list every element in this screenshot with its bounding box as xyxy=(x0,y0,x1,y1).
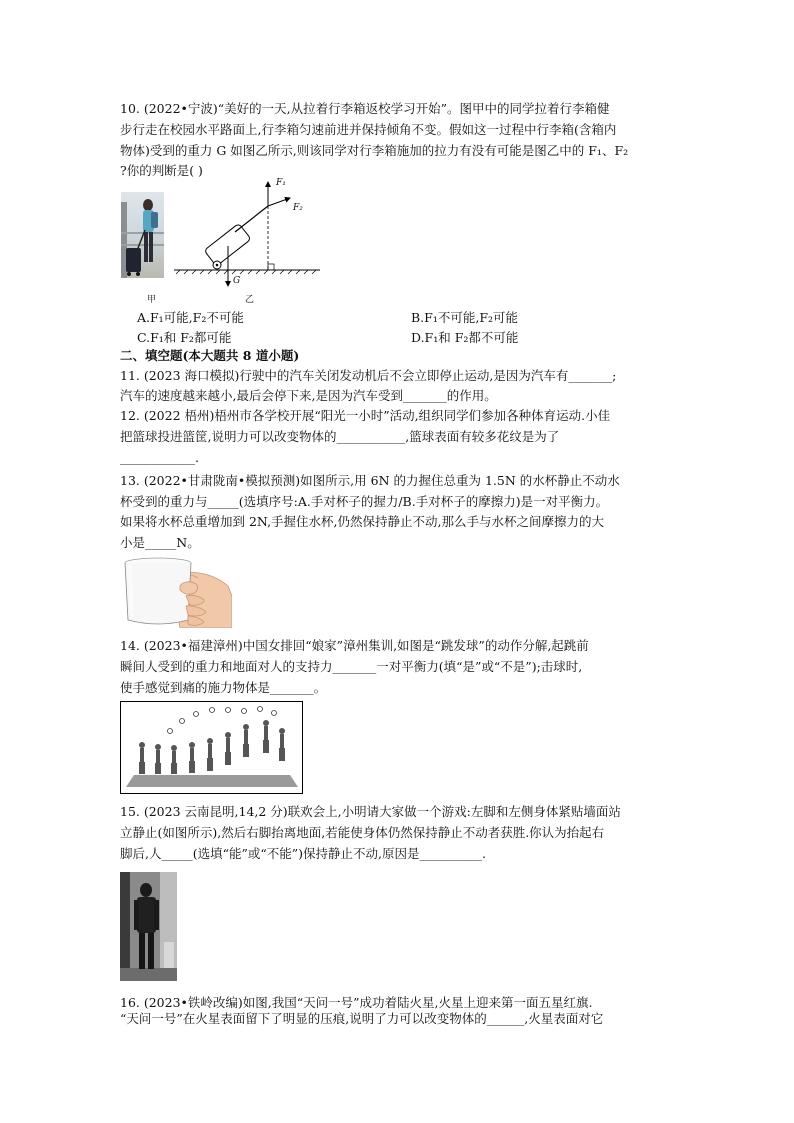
q10-option-c: C.F₁和 F₂都可能 xyxy=(137,330,232,345)
q13-line-4: 小是_____N。 xyxy=(120,535,200,550)
q10-line-3: 物体)受到的重力 G 如图乙所示,则该同学对行李箱施加的拉力有没有可能是图乙中的 F₁、F₂ xyxy=(120,143,629,158)
q12-line-2: 把篮球投进篮筐,说明力可以改变物体的___________,篮球表面有较多花纹是为了 xyxy=(120,429,560,444)
q15-line-2: 立静止(如图所示),然后右脚抬离地面,若能使身体仍然保持静止不动者获胜.你认为抬起右 xyxy=(120,825,605,840)
q13-line-3: 如果将水杯总重增加到 2N,手握住水杯,仍然保持静止不动,那么手与水杯之间摩擦力的大 xyxy=(120,514,604,529)
q12-line-3: ____________. xyxy=(120,450,199,465)
q15-line-1: 15. (2023 云南昆明,14,2 分)联欢会上,小明请大家做一个游戏:左脚和左侧身体紧贴墙面站 xyxy=(120,804,621,819)
g-label: G xyxy=(233,276,241,286)
q10-option-a: A.F₁可能,F₂不可能 xyxy=(137,310,244,325)
q10-line-1: 10. (2022•宁波)“美好的一天,从拉着行李箱返校学习开始”。图甲中的同学拉着行李箱健 xyxy=(120,101,610,116)
figure-yi-label: 乙 xyxy=(245,295,255,305)
q12-line-1: 12. (2022 梧州)梧州市各学校开展“阳光一小时”活动,组织同学们参加各种体育运动.小佳 xyxy=(120,408,611,423)
q14-line-1: 14. (2023•福建漳州)中国女排回“娘家”漳州集训,如图是“跳发球”的动作分解,起跳前 xyxy=(120,638,589,653)
figure-jia-label: 甲 xyxy=(147,295,157,305)
volleyball-jump-serve-image xyxy=(120,701,303,794)
q10-line-2: 步行走在校园水平路面上,行李箱匀速前进并保持倾角不变。假如这一过程中行李箱(含箱内 xyxy=(120,122,617,137)
f2-label: F₂ xyxy=(293,203,303,213)
q13-line-1: 13. (2022•甘肃陇南•模拟预测)如图所示,用 6N 的力握住总重为 1.5N 的水杯静止不动水 xyxy=(120,473,620,488)
q10-option-d: D.F₁和 F₂都不可能 xyxy=(411,330,519,345)
q10-option-b: B.F₁不可能,F₂可能 xyxy=(411,310,519,325)
q14-line-2: 瞬间人受到的重力和地面对人的支持力_______一对平衡力(填“是”或“不是”);击球时, xyxy=(120,659,583,674)
q11-line-1: 11. (2023 海口模拟)行驶中的汽车关闭发动机后不会立即停止运动,是因为汽车有_______; xyxy=(120,368,617,383)
section-2-header: 二、填空题(本大题共 8 道小题) xyxy=(120,348,300,363)
q16-line-2: “天问一号”在火星表面留下了明显的压痕,说明了力可以改变物体的______,火星表面对它 xyxy=(120,1011,604,1026)
q16-line-1: 16. (2023•铁岭改编)如图,我国“天问一号”成功着陆火星,火星上迎来第一面五星红旗. xyxy=(120,995,593,1010)
man-against-wall-image xyxy=(120,872,177,981)
q11-line-2: 汽车的速度越来越小,最后会停下来,是因为汽车受到_______的作用。 xyxy=(120,388,497,403)
q10-line-4: ?你的判断是( ) xyxy=(120,163,203,178)
hand-holding-cup-image xyxy=(120,556,232,628)
f1-label: F₁ xyxy=(276,178,286,188)
student-suitcase-photo xyxy=(121,192,164,278)
q14-line-3: 使手感觉到痛的施力物体是_______。 xyxy=(120,680,327,695)
force-diagram xyxy=(168,176,328,288)
q13-line-2: 杯受到的重力与_____(选填序号:A.手对杯子的握力/B.手对杯子的摩擦力)是一对平衡力。 xyxy=(120,494,609,509)
q15-line-3: 脚后,人_____(选填“能”或“不能”)保持静止不动,原因是__________. xyxy=(120,846,486,861)
